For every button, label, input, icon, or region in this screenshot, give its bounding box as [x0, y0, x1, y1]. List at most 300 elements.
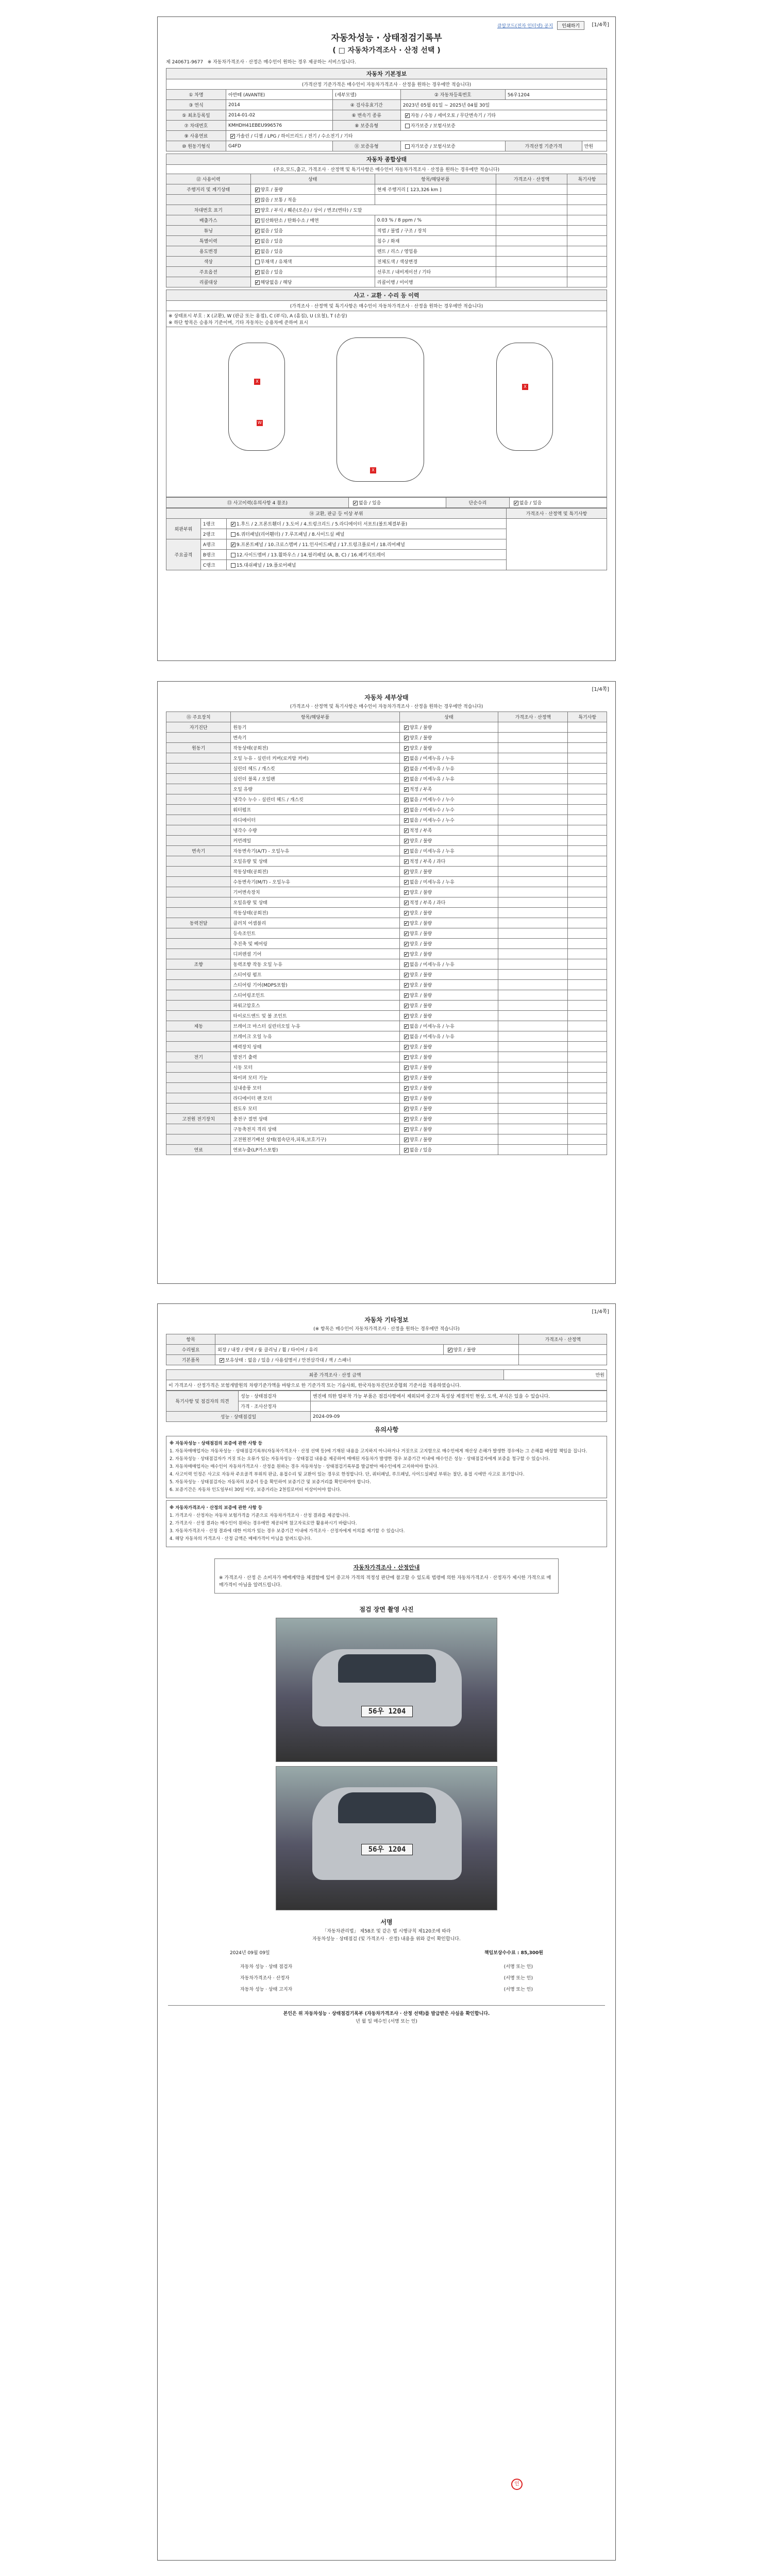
special-label: 특기사항 및 점검자의 의견 — [166, 1391, 239, 1412]
checkbox-checked — [255, 270, 260, 275]
table-row — [166, 856, 607, 867]
detail-group: 원동기 — [166, 743, 231, 753]
checkbox-checked — [404, 1096, 409, 1101]
table-row — [166, 897, 607, 908]
inspect-period: 2023년 05월 01일 ~ 2025년 04월 30일 — [400, 100, 607, 110]
checkbox-checked — [404, 725, 409, 730]
etc-note: (※ 항목은 매수인이 자동차가격조사 · 산정을 원하는 경우에만 적습니다) — [313, 1327, 460, 1332]
signer-role: 자동차 성능 · 상태 점검자 — [240, 1964, 293, 1970]
exchange-parts: 9.프론트패널 / 10.크로스멤버 / 11.인사이드패널 / 17.트렁크플로어 / 18.리어패널 — [236, 543, 405, 548]
warranty-label: ⑧ 보증유형 — [332, 121, 400, 131]
table-row — [166, 722, 607, 733]
detail-item: 스티어링조인트 — [231, 990, 399, 1001]
print-button[interactable]: 인쇄하기 — [557, 21, 584, 30]
inspect-label: ④ 검사유효기간 — [332, 100, 400, 110]
notice-item: 2. 가격조사 · 산정 결과는 매수인이 원하는 경우에만 제공되며 참고자료로만 활용하시기 바랍니다. — [170, 1521, 357, 1526]
trans-label: ⑥ 변속기 종류 — [332, 110, 400, 121]
table-row — [166, 1145, 607, 1155]
state-value: 없음 / 있음 — [260, 229, 283, 234]
table-row — [166, 959, 607, 970]
qr-link[interactable]: 큐알코드(전자 인터넷) 공지 — [497, 24, 553, 29]
etc-items: 보유상태 : 없음 / 있음 / 사용설명서 / 안전삼각대 / 잭 / 스패너 — [225, 1358, 351, 1363]
detail-group — [166, 753, 231, 764]
row-label: ⑦ 차대번호 — [166, 121, 226, 131]
state-value: 일산화탄소 / 탄화수소 / 매연 — [260, 218, 319, 224]
detail-item: 발전기 출력 — [231, 1052, 399, 1062]
detail-state: 양호 / 불량 — [409, 931, 432, 937]
detail-state: 적정 / 부족 — [409, 828, 432, 834]
damage-marker: W — [257, 420, 263, 426]
state-value: 무채색 / 유채색 — [260, 260, 292, 265]
detail-item: 작동상태(공회전) — [231, 908, 399, 918]
state-detail: 0.03 % / 8 ppm / % — [375, 215, 496, 226]
checkbox-checked — [404, 1004, 409, 1008]
base-price-unit: 만원 — [582, 141, 607, 151]
table-row — [166, 867, 607, 877]
checkbox-checked — [404, 808, 409, 812]
state-value: 많음 / 보통 / 적음 — [260, 198, 297, 203]
page-number: [1/4쪽] — [592, 687, 609, 692]
exchange-rank: 1랭크 — [200, 519, 226, 529]
page-2 — [157, 681, 616, 1284]
checkbox-checked — [404, 1086, 409, 1091]
detail-group — [166, 1031, 231, 1042]
checkbox-checked — [404, 849, 409, 854]
checkbox-checked — [255, 280, 260, 285]
page-number: [1/4쪽] — [592, 1309, 609, 1315]
damage-marker: X — [370, 467, 376, 473]
row-label: ① 차명 — [166, 90, 226, 100]
table-row — [166, 774, 607, 784]
warranty-options: 자가보증 / 보험사보증 — [410, 144, 456, 149]
date-value: 2024-09-09 — [311, 1412, 607, 1422]
detail-group: 자기진단 — [166, 722, 231, 733]
accident-title: 사고 · 교환 · 수리 등 이력 — [166, 290, 607, 301]
notice-item: 3. 자동차매매업자는 매수인이 자동차가격조사 · 산정을 원하는 경우 자동차성능 · 상태점검기록부를 발급받아 매수인에게 고지하여야 합니다. — [170, 1464, 439, 1469]
etc-state: 양호 / 불량 — [453, 1348, 476, 1353]
state-detail: 리콜이행 / 미이행 — [375, 277, 496, 287]
checkbox-checked — [404, 931, 409, 936]
checkbox-checked — [255, 229, 260, 233]
vin: KMHDH41EBEU996576 — [226, 121, 332, 131]
detail-state: 양호 / 불량 — [409, 952, 432, 957]
detail-state: 양호 / 불량 — [409, 1004, 432, 1009]
detail-group — [166, 815, 231, 825]
warranty-label: ⑪ 보증유형 — [332, 141, 400, 151]
detail-group — [166, 908, 231, 918]
checkbox-checked — [404, 736, 409, 740]
table-row — [166, 1093, 607, 1104]
checkbox — [405, 124, 410, 128]
checkbox-checked — [404, 798, 409, 802]
checkbox-checked — [404, 859, 409, 864]
notice-item: 3. 자동차가격조사 · 산정 결과에 대한 이의가 있는 경우 보증기간 이내에 가격조사 · 산정자에게 이의를 제기할 수 있습니다. — [170, 1529, 405, 1534]
detail-item: 스티어링 기어(MDPS포함) — [231, 980, 399, 990]
exchange-parts: 1.후드 / 2.프론트휀더 / 3.도어 / 4.트렁크리드 / 5.라디에이터 서포트(볼트체결부품) — [236, 522, 408, 527]
detail-item: 연료누출(LP가스포함) — [231, 1145, 399, 1155]
state-title: 자동차 종합상태 — [166, 154, 607, 165]
detail-group — [166, 805, 231, 815]
detail-item: 기어변속장치 — [231, 887, 399, 897]
table-row — [166, 1011, 607, 1021]
table-row — [166, 1052, 607, 1062]
table-row — [166, 1114, 607, 1124]
table-row — [166, 794, 607, 805]
table-row — [166, 733, 607, 743]
detail-group — [166, 877, 231, 887]
detail-group — [166, 1073, 231, 1083]
state-value: 해당없음 / 해당 — [260, 280, 292, 285]
car-windshield — [338, 1654, 436, 1683]
table-row — [166, 1062, 607, 1073]
detail-state: 양호 / 불량 — [409, 1096, 432, 1101]
detail-item: 커먼레일 — [231, 836, 399, 846]
detail-group — [166, 990, 231, 1001]
table-row — [166, 970, 607, 980]
table-row — [166, 784, 607, 794]
etc-title: 자동차 기타정보 — [364, 1316, 409, 1324]
exchange-rank: A랭크 — [200, 539, 226, 550]
notice-item: 4. 해당 자동차의 가격조사 · 산정 금액은 매매가격이 아님을 알려드립니다. — [170, 1536, 312, 1541]
sub-model: (세부모델) — [332, 90, 400, 100]
detail-group — [166, 949, 231, 959]
detail-state: 양호 / 불량 — [409, 1127, 432, 1132]
detail-group — [166, 1104, 231, 1114]
doc-no-note: ※ 자동차가격조사 · 산정은 매수인이 원하는 경우 제공하는 서비스입니다. — [207, 60, 356, 65]
exchange-price-header: 가격조사 · 산정액 및 특기사항 — [506, 509, 607, 519]
table-row — [166, 990, 607, 1001]
page-number: [1/4쪽] — [592, 22, 609, 28]
detail-group — [166, 1134, 231, 1145]
detail-state: 양호 / 불량 — [409, 911, 432, 916]
etc-group: 기본품목 — [166, 1355, 215, 1365]
col-header: 상태 — [250, 174, 375, 184]
detail-state: 양호 / 불량 — [409, 1055, 432, 1060]
detail-state: 적정 / 부족 — [409, 787, 432, 792]
table-row — [166, 743, 607, 753]
detail-item: 변속기 — [231, 733, 399, 743]
checkbox — [405, 144, 410, 149]
fee: 책임보상수수료 : 85,300원 — [484, 1951, 543, 1956]
checkbox — [231, 563, 236, 568]
detail-item: 수동변속기(M/T) - 오일누유 — [231, 877, 399, 887]
table-row — [166, 1042, 607, 1052]
detail-item: 실린더 헤드 / 개스킷 — [231, 764, 399, 774]
page-3 — [157, 1303, 616, 2561]
checkbox-checked — [404, 901, 409, 905]
detail-group: 제동 — [166, 1021, 231, 1031]
table-row — [166, 836, 607, 846]
warranty-options: 자가보증 / 보험사보증 — [410, 124, 456, 129]
detail-state: 없음 / 있음 — [409, 1148, 432, 1153]
detail-group — [166, 1011, 231, 1021]
notice-heading: ※ 자동차가격조사 · 산정의 보증에 관한 사항 등 — [170, 1505, 263, 1511]
notice-item: 1. 자동차매매업자는 자동차성능 · 상태점검기록부(자동차가격조사 · 산정 선택 등)에 기재된 내용을 고지하지 아니하거나 거짓으로 고지함으로 매수인에게 재산상 손해가 발생한 경우에는 그 손해를 배상할 책임을 집니다. — [170, 1449, 587, 1454]
detail-item: 라디에이터 팬 모터 — [231, 1093, 399, 1104]
notice-item: 6. 보증기간은 자동차 인도일부터 30일 이상, 보증거리는 2천킬로미터 이상이어야 합니다. — [170, 1487, 342, 1493]
exchange-parts: 6.쿼터패널(리어휀더) / 7.루프패널 / 8.사이드실 패널 — [236, 532, 345, 537]
accident-q1-value: 없음 / 있음 — [358, 501, 381, 506]
state-key — [166, 195, 251, 205]
col-header: 가격조사 · 산정액 — [519, 1334, 607, 1345]
table-row — [166, 1104, 607, 1114]
signer-sign: (서명 또는 인) — [503, 1964, 533, 1970]
legend-line: ※ 하단 항목은 승용차 기준이며, 기타 자동차는 승용차에 준하여 표시 — [169, 320, 308, 326]
checkbox-checked — [404, 1065, 409, 1070]
opinion-note: 이 가격조사 · 산정가격은 보험개발원의 차량기준가액을 바탕으로 한 기준가격 또는 기술사회, 한국자동차진단보증협회 기준서를 적용하였습니다. — [166, 1380, 607, 1391]
table-row — [166, 939, 607, 949]
year: 2014 — [226, 100, 332, 110]
detail-item: 윈도우 모터 — [231, 1104, 399, 1114]
checkbox-checked — [255, 208, 260, 213]
table-row — [166, 918, 607, 928]
detail-item: 파워고압호스 — [231, 1001, 399, 1011]
detail-state: 없음 / 미세누유 / 누유 — [409, 880, 455, 885]
table-row — [166, 815, 607, 825]
detail-group — [166, 825, 231, 836]
detail-group: 연료 — [166, 1145, 231, 1155]
date-label: 성능 · 상태점검일 — [166, 1412, 311, 1422]
checkbox — [255, 260, 260, 264]
notice-item: 1. 가격조사 · 산정자는 자동차 보험가격을 기준으로 자동차가격조사 · 산정 결과를 제공합니다. — [170, 1513, 350, 1518]
detail-group — [166, 887, 231, 897]
first-reg: 2014-01-02 — [226, 110, 332, 121]
page-1 — [157, 16, 616, 661]
detail-group — [166, 1093, 231, 1104]
detail-state: 없음 / 미세누유 / 누유 — [409, 756, 455, 761]
detail-state: 없음 / 미세누수 / 누수 — [409, 798, 455, 803]
detail-item: 클러치 어셈블리 — [231, 918, 399, 928]
detail-item: 브레이크 오일 누유 — [231, 1031, 399, 1042]
state-key: 차대번호 표기 — [166, 205, 251, 215]
detail-group — [166, 774, 231, 784]
detail-item: 오일 유량 — [231, 784, 399, 794]
detail-state: 양호 / 불량 — [409, 1117, 432, 1122]
signer-role: 자동차가격조사 · 산정자 — [240, 1976, 290, 1981]
license-plate: 56우 1204 — [361, 1844, 413, 1855]
detail-state: 양호 / 불량 — [409, 942, 432, 947]
col-header: ⑫ 사용이력 — [166, 174, 251, 184]
detail-item: 오일유량 및 상태 — [231, 856, 399, 867]
checkbox-checked — [404, 973, 409, 977]
detail-group: 조향 — [166, 959, 231, 970]
detail-group — [166, 856, 231, 867]
checkbox-checked — [404, 942, 409, 946]
table-row — [166, 1124, 607, 1134]
checkbox-checked — [255, 218, 260, 223]
state-key: 리콜대상 — [166, 277, 251, 287]
sign-date: 2024년 09월 09일 — [230, 1951, 270, 1956]
car-outline-top — [337, 337, 424, 482]
detail-group — [166, 784, 231, 794]
detail-state: 양호 / 불량 — [409, 993, 432, 998]
detail-group — [166, 928, 231, 939]
car-rear-window — [338, 1792, 436, 1823]
notice-heading: ※ 자동차성능 · 상태점검의 보증에 관한 사항 등 — [170, 1441, 263, 1446]
detail-state: 없음 / 미세누수 / 누수 — [409, 818, 455, 823]
table-row — [166, 980, 607, 990]
detail-group — [166, 836, 231, 846]
detail-item: 등속조인트 — [231, 928, 399, 939]
footer: 본인은 위 자동차성능 · 상태점검기록부 (자동차가격조사 · 산정 선택)를 발급받은 사실을 확인합니다. — [283, 2011, 490, 2016]
page-title: 자동차성능 · 상태점검기록부 — [331, 33, 442, 43]
checkbox-checked — [404, 921, 409, 926]
car-photo-rear — [276, 1766, 497, 1910]
detail-item: 자동변속기(A/T) - 오일누유 — [231, 846, 399, 856]
special-text: 엔진에 의한 탈부착 가능 부품은 점검사항에서 제외되며 중고차 특성상 계절적인 현상, 도색, 부식은 있을 수 있습니다. — [311, 1391, 607, 1401]
detail-state: 없음 / 미세누유 / 누유 — [409, 777, 455, 782]
basic-title: 자동차 기본정보 — [166, 69, 607, 79]
checkbox-checked — [404, 1055, 409, 1060]
checkbox-checked — [230, 134, 235, 139]
box-title: 자동차가격조사 · 산정안내 — [353, 1564, 420, 1571]
detail-state: 양호 / 불량 — [409, 983, 432, 988]
col-header: 항목 — [166, 1334, 215, 1345]
checkbox-checked — [404, 1127, 409, 1132]
checkbox-checked — [255, 188, 260, 192]
detail-group — [166, 1062, 231, 1073]
sign-title: 서명 — [380, 1919, 393, 1926]
detail-item: 냉각수 누수 - 실린더 헤드 / 개스킷 — [231, 794, 399, 805]
detail-state: 없음 / 미세누수 / 누수 — [409, 808, 455, 813]
col-header: 가격조사 · 산정액 — [498, 712, 568, 722]
exchange-title: ⑭ 교환, 판금 등 이상 부위 — [166, 509, 507, 519]
checkbox-checked — [404, 1076, 409, 1080]
checkbox — [231, 532, 236, 537]
table-row — [166, 764, 607, 774]
notice-item: 5. 자동차성능 · 상태점검자는 자동차의 보증서 등을 확인하여 보증기간 및 보증거리를 확인하여야 합니다. — [170, 1480, 371, 1485]
detail-group — [166, 897, 231, 908]
detail-item: 냉각수 수량 — [231, 825, 399, 836]
state-detail: 침수 / 화재 — [375, 236, 496, 246]
detail-item: 충전구 절연 상태 — [231, 1114, 399, 1124]
detail-item: 시동 모터 — [231, 1062, 399, 1073]
detail-item: 브레이크 마스터 실린더오일 누유 — [231, 1021, 399, 1031]
detail-item: 오일 누유 - 실린더 커버(로커암 커버) — [231, 753, 399, 764]
checkbox-checked — [404, 839, 409, 843]
detail-state: 양호 / 불량 — [409, 1014, 432, 1019]
detail-item: 동력조향 작동 오일 누유 — [231, 959, 399, 970]
notice-item: 2. 자동차성능 · 상태점검자가 거짓 또는 오류가 있는 자동차성능 · 상태점검 내용을 제공하여 매매된 자동차가 발생한 경우 보증기간 이내에 매수인은 성능 · 상태점검자에게 보증을 청구할 수 있습니다. — [170, 1456, 550, 1462]
checkbox-checked — [404, 1107, 409, 1111]
accident-q2: 단순수리 — [446, 498, 510, 508]
row-label: ③ 연식 — [166, 100, 226, 110]
row-label: ⑤ 최초등록일 — [166, 110, 226, 121]
checkbox-checked — [255, 239, 260, 244]
state-key: 색상 — [166, 257, 251, 267]
damage-marker: X — [522, 384, 528, 390]
special-a: 성능 · 상태점검자 — [239, 1391, 311, 1401]
detail-state: 양호 / 불량 — [409, 1076, 432, 1081]
checkbox-checked — [404, 1014, 409, 1019]
detail-group — [166, 764, 231, 774]
detail-state: 양호 / 불량 — [409, 1065, 432, 1071]
detail-group — [166, 1083, 231, 1093]
footer-sign: 년 월 일 매수인 (서명 또는 인) — [356, 2019, 417, 2024]
checkbox-checked — [405, 113, 410, 118]
state-note: (주요,모드,출고, 가격조사 · 산정액 및 특기사항은 매수인이 자동차가격조사 · 산정을 원하는 경우에만 적습니다) — [166, 165, 607, 174]
table-row — [166, 846, 607, 856]
detail-state: 양호 / 불량 — [409, 746, 432, 751]
row-label: ⑨ 사용연료 — [166, 131, 226, 141]
checkbox-checked — [404, 818, 409, 823]
state-detail: 적법 / 불법 / 구조 / 장치 — [375, 226, 496, 236]
doc-no-value: 240671-9677 — [172, 60, 204, 65]
table-row — [166, 928, 607, 939]
detail-state: 없음 / 미세누유 / 누유 — [409, 1024, 455, 1029]
exchange-parts: 15.대쉬패널 / 19.플로어패널 — [236, 563, 296, 568]
detail-group — [166, 970, 231, 980]
page-subtitle: ( □ 자동차가격조사 · 산정 선택 ) — [332, 46, 441, 55]
detail-item: 실린더 블록 / 오일팬 — [231, 774, 399, 784]
exchange-group: 주요골격 — [166, 539, 201, 570]
detail-group — [166, 733, 231, 743]
car-outline-left — [228, 343, 285, 451]
detail-group: 고전원 전기장치 — [166, 1114, 231, 1124]
detail-state: 양호 / 불량 — [409, 921, 432, 926]
checkbox-checked — [231, 543, 236, 547]
exchange-rank: C랭크 — [200, 560, 226, 570]
detail-item: 원동기 — [231, 722, 399, 733]
signer-sign: (서명 또는 인) — [503, 1987, 533, 1992]
checkbox-checked — [404, 1024, 409, 1029]
detail-item: 배력장치 상태 — [231, 1042, 399, 1052]
basic-note: (가격산정 기준가격은 매수인이 자동차가격조사 · 산정을 원하는 경우에만 적습니다) — [166, 79, 607, 90]
checkbox-checked — [404, 1117, 409, 1122]
checkbox-checked — [404, 746, 409, 751]
checkbox-checked — [514, 501, 518, 505]
fuel-options: 가솔린 / 디젤 / LPG / 하이브리드 / 전기 / 수소전기 / 기타 — [236, 134, 353, 139]
state-detail: 선루프 / 내비게이션 / 기타 — [375, 267, 496, 277]
checkbox-checked — [404, 1148, 409, 1153]
detail-group — [166, 1001, 231, 1011]
sign-note: 자동차성능 · 상태점검 (및 가격조사 · 산정) 내용을 위와 같이 확인합니다. — [312, 1937, 461, 1942]
detail-item: 라디에이터 — [231, 815, 399, 825]
checkbox-checked — [404, 880, 409, 885]
detail-title: 자동차 세부상태 — [364, 694, 409, 701]
detail-table — [166, 711, 607, 1155]
detail-item: 실내송풍 모터 — [231, 1083, 399, 1093]
detail-group — [166, 1124, 231, 1134]
notice-title: 유의사항 — [374, 1426, 399, 1433]
detail-state: 양호 / 불량 — [409, 1086, 432, 1091]
box-text: ※ 가격조사 · 산정 은 소비자가 매매계약을 체결함에 있어 중고차 가격의 적정성 판단에 참고할 수 있도록 법령에 의한 자동차가격조사 · 산정자가 제시한 가격으로 매매가격이 아님을 알려드립니다. — [219, 1575, 551, 1588]
state-value: 없음 / 있음 — [260, 249, 283, 255]
col-header: 가격조사 · 산정액 — [496, 174, 567, 184]
table-row — [166, 1021, 607, 1031]
detail-state: 양호 / 불량 — [409, 1045, 432, 1050]
detail-group: 동력전달 — [166, 918, 231, 928]
checkbox-checked — [231, 522, 236, 527]
sign-note: 「자동차관리법」 제58조 및 같은 법 시행규칙 제120조에 따라 — [322, 1929, 451, 1934]
reg-number: 56우1204 — [505, 90, 607, 100]
checkbox-checked — [448, 1348, 452, 1352]
detail-state: 양호 / 불량 — [409, 890, 432, 895]
detail-item: 스티어링 펌프 — [231, 970, 399, 980]
col-header: 상태 — [399, 712, 498, 722]
exchange-rank: 2랭크 — [200, 529, 226, 539]
checkbox-checked — [404, 777, 409, 782]
detail-item: 추진축 및 베어링 — [231, 939, 399, 949]
checkbox-checked — [404, 1138, 409, 1142]
state-value: 없음 / 있음 — [260, 270, 283, 275]
license-plate: 56우 1204 — [361, 1706, 413, 1717]
detail-state: 양호 / 불량 — [409, 973, 432, 978]
table-row — [166, 825, 607, 836]
base-price-label: 가격산정 기준가격 — [505, 141, 582, 151]
notice-list — [170, 1513, 603, 1543]
checkbox-checked — [404, 870, 409, 874]
